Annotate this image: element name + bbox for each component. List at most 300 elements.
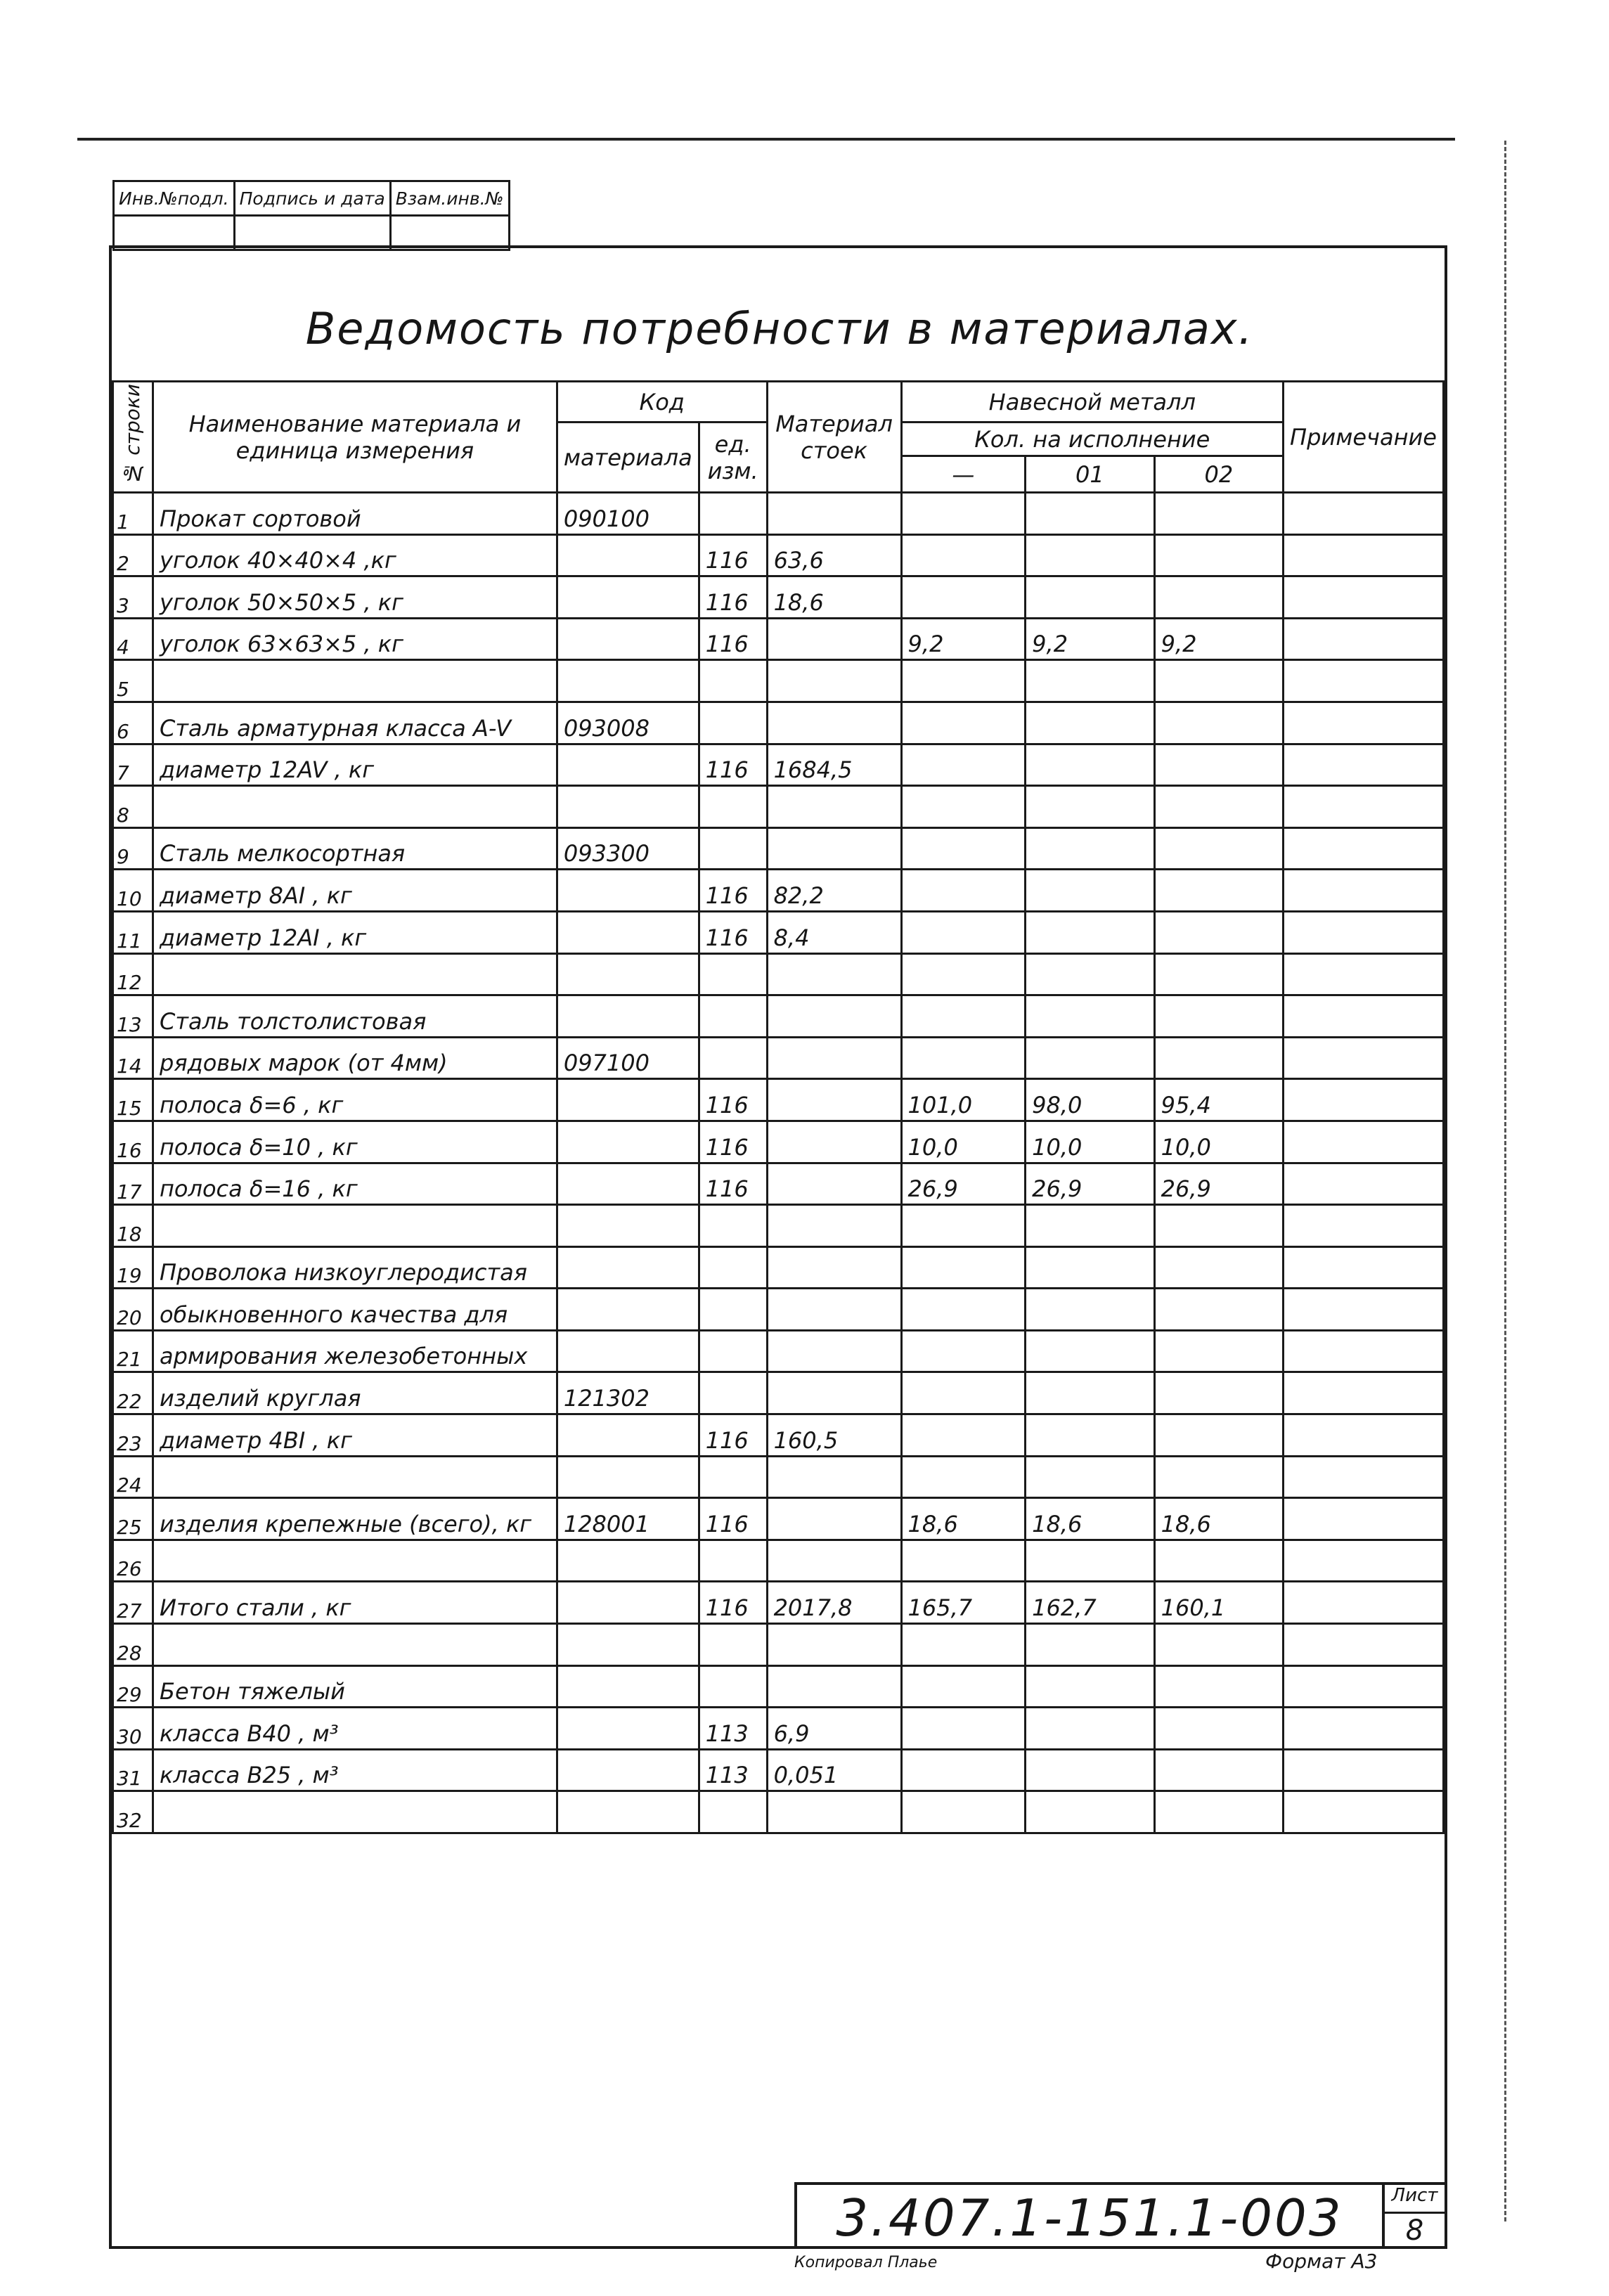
variant-02-quantity	[1154, 1205, 1283, 1247]
unit-code: 116	[699, 1498, 767, 1540]
header-name: Наименование материала и единица измерения	[153, 382, 557, 493]
table-row	[113, 1582, 1444, 1624]
posts-quantity	[767, 1624, 901, 1666]
note-cell	[1284, 744, 1444, 786]
note-cell	[1284, 1205, 1444, 1247]
material-name	[153, 953, 557, 995]
table-row	[113, 1749, 1444, 1791]
header-code-unit: ед. изм.	[699, 423, 767, 493]
note-cell	[1284, 1498, 1444, 1540]
variant-02-quantity	[1154, 1624, 1283, 1666]
variant-02-quantity	[1154, 1456, 1283, 1498]
variant-dash-quantity	[901, 1372, 1026, 1414]
table-row	[113, 1791, 1444, 1833]
row-number: 22	[113, 1372, 153, 1414]
material-code	[557, 1121, 699, 1163]
row-number: 2	[113, 534, 153, 576]
material-name	[153, 1456, 557, 1498]
unit-code	[699, 995, 767, 1038]
table-row	[113, 660, 1444, 702]
unit-code	[699, 827, 767, 870]
material-code	[557, 1289, 699, 1331]
variant-02-quantity	[1154, 576, 1283, 619]
drawing-frame	[109, 245, 1447, 2249]
unit-code: 116	[699, 534, 767, 576]
variant-dash-quantity: 101,0	[901, 1079, 1026, 1121]
row-number: 28	[113, 1624, 153, 1666]
material-code	[557, 1414, 699, 1457]
material-code	[557, 911, 699, 953]
table-row	[113, 1330, 1444, 1372]
table-row	[113, 534, 1444, 576]
variant-01-quantity	[1026, 576, 1154, 619]
material-code	[557, 660, 699, 702]
note-cell	[1284, 1749, 1444, 1791]
table-row	[113, 1498, 1444, 1540]
posts-quantity: 63,6	[767, 534, 901, 576]
variant-01-quantity	[1026, 1456, 1154, 1498]
material-code	[557, 534, 699, 576]
table-row	[113, 618, 1444, 660]
posts-quantity: 1684,5	[767, 744, 901, 786]
variant-02-quantity	[1154, 953, 1283, 995]
variant-02-quantity	[1154, 870, 1283, 912]
variant-01-quantity	[1026, 1037, 1154, 1079]
note-cell	[1284, 1121, 1444, 1163]
row-number: 23	[113, 1414, 153, 1457]
row-number: 6	[113, 702, 153, 744]
note-cell	[1284, 827, 1444, 870]
posts-quantity	[767, 827, 901, 870]
material-name: Проволока низкоуглеродистая	[153, 1246, 557, 1289]
variant-02-quantity: 10,0	[1154, 1121, 1283, 1163]
variant-02-quantity	[1154, 911, 1283, 953]
variant-02-quantity	[1154, 1289, 1283, 1331]
variant-01-quantity: 162,7	[1026, 1582, 1154, 1624]
row-number: 18	[113, 1205, 153, 1247]
unit-code	[699, 1246, 767, 1289]
material-code	[557, 1456, 699, 1498]
variant-01-quantity	[1026, 1414, 1154, 1457]
material-code	[557, 786, 699, 828]
posts-quantity	[767, 1205, 901, 1247]
variant-dash-quantity	[901, 1708, 1026, 1750]
row-number: 9	[113, 827, 153, 870]
material-name: уголок 40×40×4 ,кг	[153, 534, 557, 576]
material-name: Итого стали , кг	[153, 1582, 557, 1624]
row-number: 13	[113, 995, 153, 1038]
unit-code	[699, 1624, 767, 1666]
variant-dash-quantity	[901, 493, 1026, 535]
variant-dash-quantity: 10,0	[901, 1121, 1026, 1163]
header-variant-02: 02	[1154, 456, 1283, 493]
variant-dash-quantity	[901, 1791, 1026, 1833]
variant-dash-quantity	[901, 911, 1026, 953]
material-name: полоса δ=16 , кг	[153, 1163, 557, 1205]
unit-code: 113	[699, 1708, 767, 1750]
table-row	[113, 1121, 1444, 1163]
posts-quantity: 2017,8	[767, 1582, 901, 1624]
material-code	[557, 1330, 699, 1372]
variant-01-quantity	[1026, 1246, 1154, 1289]
variant-02-quantity: 9,2	[1154, 618, 1283, 660]
material-code	[557, 1163, 699, 1205]
unit-code: 116	[699, 1121, 767, 1163]
row-number: 26	[113, 1540, 153, 1582]
table-row	[113, 702, 1444, 744]
unit-code: 116	[699, 618, 767, 660]
header-qty-per-variant: Кол. на исполнение	[901, 423, 1283, 456]
note-cell	[1284, 953, 1444, 995]
table-row	[113, 1708, 1444, 1750]
table-row	[113, 827, 1444, 870]
variant-01-quantity	[1026, 493, 1154, 535]
variant-02-quantity	[1154, 1414, 1283, 1457]
posts-quantity: 82,2	[767, 870, 901, 912]
posts-quantity: 8,4	[767, 911, 901, 953]
inv-no-label: Инв.№подл.	[114, 181, 235, 216]
note-cell	[1284, 1330, 1444, 1372]
note-cell	[1284, 1414, 1444, 1457]
note-cell	[1284, 1372, 1444, 1414]
note-cell	[1284, 576, 1444, 619]
note-cell	[1284, 1582, 1444, 1624]
posts-quantity: 160,5	[767, 1414, 901, 1457]
top-border-line	[77, 138, 1455, 141]
variant-dash-quantity	[901, 1414, 1026, 1457]
unit-code	[699, 493, 767, 535]
posts-quantity	[767, 1665, 901, 1708]
material-name	[153, 786, 557, 828]
note-cell	[1284, 702, 1444, 744]
sign-date-label: Подпись и дата	[234, 181, 390, 216]
variant-dash-quantity	[901, 1665, 1026, 1708]
sheet-label: Лист	[1385, 2185, 1445, 2214]
table-row	[113, 953, 1444, 995]
variant-dash-quantity: 26,9	[901, 1163, 1026, 1205]
variant-02-quantity	[1154, 1037, 1283, 1079]
posts-quantity	[767, 1540, 901, 1582]
posts-quantity: 0,051	[767, 1749, 901, 1791]
material-code	[557, 576, 699, 619]
material-code	[557, 744, 699, 786]
material-code	[557, 1791, 699, 1833]
row-number: 24	[113, 1456, 153, 1498]
unit-code	[699, 1372, 767, 1414]
note-cell	[1284, 1456, 1444, 1498]
variant-01-quantity	[1026, 1289, 1154, 1331]
variant-01-quantity	[1026, 953, 1154, 995]
row-number: 10	[113, 870, 153, 912]
row-number: 31	[113, 1749, 153, 1791]
header-hanging-metal: Навесной металл	[901, 382, 1283, 423]
variant-01-quantity	[1026, 827, 1154, 870]
note-cell	[1284, 1289, 1444, 1331]
material-code	[557, 1665, 699, 1708]
variant-02-quantity	[1154, 786, 1283, 828]
unit-code	[699, 1205, 767, 1247]
table-row	[113, 576, 1444, 619]
unit-code: 116	[699, 1414, 767, 1457]
material-name: армирования железобетонных	[153, 1330, 557, 1372]
unit-code: 116	[699, 870, 767, 912]
scan-edge-line	[1504, 141, 1506, 2221]
row-number: 32	[113, 1791, 153, 1833]
table-row	[113, 911, 1444, 953]
variant-01-quantity: 18,6	[1026, 1498, 1154, 1540]
variant-dash-quantity	[901, 870, 1026, 912]
variant-02-quantity	[1154, 493, 1283, 535]
variant-dash-quantity	[901, 660, 1026, 702]
material-code	[557, 1246, 699, 1289]
table-row	[113, 493, 1444, 535]
variant-02-quantity	[1154, 1665, 1283, 1708]
unit-code: 116	[699, 1582, 767, 1624]
variant-02-quantity	[1154, 1372, 1283, 1414]
material-name: Сталь арматурная класса A-V	[153, 702, 557, 744]
material-name: обыкновенного качества для	[153, 1289, 557, 1331]
materials-table	[112, 380, 1445, 1834]
variant-02-quantity: 18,6	[1154, 1498, 1283, 1540]
variant-dash-quantity	[901, 1246, 1026, 1289]
variant-02-quantity: 160,1	[1154, 1582, 1283, 1624]
variant-02-quantity	[1154, 827, 1283, 870]
table-row	[113, 1540, 1444, 1582]
unit-code: 116	[699, 911, 767, 953]
material-code	[557, 995, 699, 1038]
note-cell	[1284, 786, 1444, 828]
variant-01-quantity	[1026, 995, 1154, 1038]
unit-code	[699, 1791, 767, 1833]
table-row	[113, 1079, 1444, 1121]
posts-quantity	[767, 618, 901, 660]
variant-02-quantity	[1154, 1791, 1283, 1833]
variant-02-quantity	[1154, 1330, 1283, 1372]
variant-dash-quantity	[901, 1749, 1026, 1791]
material-code	[557, 1079, 699, 1121]
header-row-no: № строки	[113, 382, 153, 493]
variant-dash-quantity	[901, 576, 1026, 619]
variant-01-quantity: 26,9	[1026, 1163, 1154, 1205]
row-number: 15	[113, 1079, 153, 1121]
variant-dash-quantity: 165,7	[901, 1582, 1026, 1624]
copied-by: Копировал Плаье	[794, 2254, 938, 2271]
material-code	[557, 1749, 699, 1791]
material-name: диаметр 12AI , кг	[153, 911, 557, 953]
variant-02-quantity	[1154, 1708, 1283, 1750]
variant-01-quantity	[1026, 911, 1154, 953]
table-row	[113, 1289, 1444, 1331]
variant-01-quantity	[1026, 1540, 1154, 1582]
material-name: диаметр 12AV , кг	[153, 744, 557, 786]
variant-dash-quantity	[901, 1289, 1026, 1331]
header-code: Код	[557, 382, 767, 423]
row-number: 16	[113, 1121, 153, 1163]
material-code	[557, 1708, 699, 1750]
material-code: 090100	[557, 493, 699, 535]
posts-quantity	[767, 1372, 901, 1414]
variant-01-quantity	[1026, 1624, 1154, 1666]
material-code: 093300	[557, 827, 699, 870]
posts-quantity: 6,9	[767, 1708, 901, 1750]
row-number: 4	[113, 618, 153, 660]
material-code: 121302	[557, 1372, 699, 1414]
variant-02-quantity	[1154, 1749, 1283, 1791]
table-row	[113, 1372, 1444, 1414]
posts-quantity	[767, 953, 901, 995]
posts-quantity	[767, 1121, 901, 1163]
material-name: уголок 63×63×5 , кг	[153, 618, 557, 660]
variant-dash-quantity	[901, 1205, 1026, 1247]
material-name: рядовых марок (от 4мм)	[153, 1037, 557, 1079]
variant-01-quantity	[1026, 1330, 1154, 1372]
variant-dash-quantity	[901, 953, 1026, 995]
unit-code	[699, 1456, 767, 1498]
material-name	[153, 1624, 557, 1666]
row-number: 29	[113, 1665, 153, 1708]
variant-02-quantity	[1154, 1246, 1283, 1289]
material-code	[557, 1582, 699, 1624]
approval-stamp	[112, 180, 510, 251]
variant-02-quantity	[1154, 702, 1283, 744]
table-row	[113, 1037, 1444, 1079]
header-variant-dash: —	[901, 456, 1026, 493]
variant-02-quantity	[1154, 534, 1283, 576]
table-row	[113, 1163, 1444, 1205]
table-row	[113, 1456, 1444, 1498]
variant-02-quantity	[1154, 660, 1283, 702]
note-cell	[1284, 493, 1444, 535]
material-code: 128001	[557, 1498, 699, 1540]
note-cell	[1284, 1708, 1444, 1750]
variant-01-quantity	[1026, 702, 1154, 744]
table-row	[113, 1414, 1444, 1457]
row-number: 27	[113, 1582, 153, 1624]
table-row	[113, 1624, 1444, 1666]
table-row	[113, 744, 1444, 786]
row-number: 21	[113, 1330, 153, 1372]
variant-01-quantity	[1026, 1665, 1154, 1708]
material-name: класса B25 , м³	[153, 1749, 557, 1791]
variant-dash-quantity	[901, 1037, 1026, 1079]
material-code	[557, 953, 699, 995]
material-name: Прокат сортовой	[153, 493, 557, 535]
note-cell	[1284, 1246, 1444, 1289]
variant-dash-quantity	[901, 1624, 1026, 1666]
material-code	[557, 1540, 699, 1582]
row-number: 12	[113, 953, 153, 995]
posts-quantity	[767, 995, 901, 1038]
replace-inv-label: Взам.инв.№	[390, 181, 509, 216]
posts-quantity	[767, 1330, 901, 1372]
unit-code	[699, 786, 767, 828]
posts-quantity	[767, 786, 901, 828]
material-name	[153, 660, 557, 702]
variant-dash-quantity: 9,2	[901, 618, 1026, 660]
posts-quantity	[767, 1037, 901, 1079]
variant-dash-quantity	[901, 534, 1026, 576]
row-number: 20	[113, 1289, 153, 1331]
variant-01-quantity: 10,0	[1026, 1121, 1154, 1163]
material-name: Бетон тяжелый	[153, 1665, 557, 1708]
variant-dash-quantity	[901, 1330, 1026, 1372]
material-name: уголок 50×50×5 , кг	[153, 576, 557, 619]
variant-dash-quantity	[901, 995, 1026, 1038]
variant-dash-quantity	[901, 1456, 1026, 1498]
posts-quantity: 18,6	[767, 576, 901, 619]
posts-quantity	[767, 493, 901, 535]
posts-quantity	[767, 1791, 901, 1833]
note-cell	[1284, 1037, 1444, 1079]
material-name: диаметр 8AI , кг	[153, 870, 557, 912]
posts-quantity	[767, 1498, 901, 1540]
unit-code	[699, 1665, 767, 1708]
variant-01-quantity: 98,0	[1026, 1079, 1154, 1121]
header-variant-01: 01	[1026, 456, 1154, 493]
header-code-material: материала	[557, 423, 699, 493]
material-name: класса B40 , м³	[153, 1708, 557, 1750]
sheet-box	[1385, 2182, 1447, 2249]
variant-dash-quantity	[901, 827, 1026, 870]
material-name: изделия крепежные (всего), кг	[153, 1498, 557, 1540]
posts-quantity	[767, 702, 901, 744]
material-name	[153, 1540, 557, 1582]
variant-01-quantity	[1026, 786, 1154, 828]
variant-01-quantity: 9,2	[1026, 618, 1154, 660]
note-cell	[1284, 1624, 1444, 1666]
unit-code	[699, 1037, 767, 1079]
material-code: 097100	[557, 1037, 699, 1079]
posts-quantity	[767, 1456, 901, 1498]
unit-code	[699, 702, 767, 744]
material-name: Сталь толстолистовая	[153, 995, 557, 1038]
variant-dash-quantity	[901, 744, 1026, 786]
row-number: 25	[113, 1498, 153, 1540]
variant-dash-quantity	[901, 786, 1026, 828]
variant-02-quantity	[1154, 995, 1283, 1038]
posts-quantity	[767, 1289, 901, 1331]
row-number: 14	[113, 1037, 153, 1079]
unit-code	[699, 660, 767, 702]
note-cell	[1284, 618, 1444, 660]
table-row	[113, 786, 1444, 828]
header-material-posts: Материал стоек	[767, 382, 901, 493]
table-row	[113, 870, 1444, 912]
unit-code	[699, 1540, 767, 1582]
unit-code: 113	[699, 1749, 767, 1791]
note-cell	[1284, 1540, 1444, 1582]
variant-01-quantity	[1026, 1791, 1154, 1833]
page-title: Ведомость потребности в материалах.	[305, 303, 1254, 354]
variant-01-quantity	[1026, 870, 1154, 912]
row-number: 11	[113, 911, 153, 953]
posts-quantity	[767, 660, 901, 702]
material-name: изделий круглая	[153, 1372, 557, 1414]
unit-code	[699, 953, 767, 995]
material-code: 093008	[557, 702, 699, 744]
variant-01-quantity	[1026, 660, 1154, 702]
material-code	[557, 1205, 699, 1247]
variant-01-quantity	[1026, 1205, 1154, 1247]
material-code	[557, 618, 699, 660]
unit-code: 116	[699, 744, 767, 786]
variant-01-quantity	[1026, 534, 1154, 576]
material-name: полоса δ=10 , кг	[153, 1121, 557, 1163]
posts-quantity	[767, 1246, 901, 1289]
unit-code	[699, 1289, 767, 1331]
table-row	[113, 995, 1444, 1038]
material-name: диаметр 4BI , кг	[153, 1414, 557, 1457]
